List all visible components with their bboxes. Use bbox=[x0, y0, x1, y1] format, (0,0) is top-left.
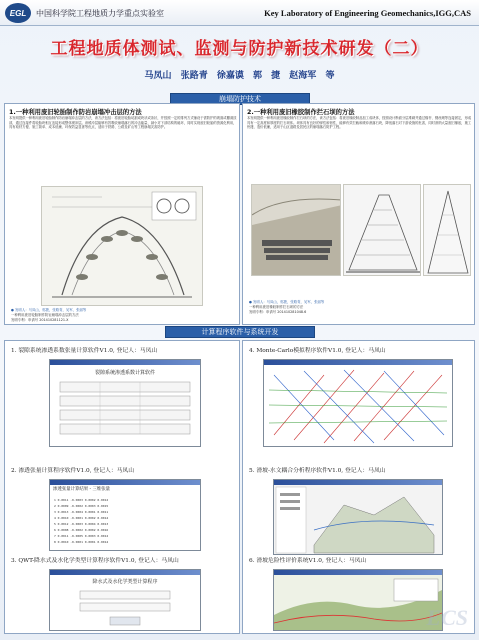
author: 郭 捷 bbox=[253, 71, 281, 81]
watermark-text: ECS bbox=[426, 605, 468, 630]
patent-title: 2.一种利用废旧橡胶制作拦石坝的方法 bbox=[247, 109, 355, 116]
dam-section-drawing bbox=[343, 184, 421, 276]
institution-cn: 中国科学院工程地质力学重点实验室 bbox=[36, 9, 164, 18]
author: 徐嘉谟 bbox=[216, 71, 244, 81]
svg-text:1 0.0011 -0.0003 0.0002 0.: 1 0.0011 -0.0003 0.0002 0.0012 bbox=[54, 498, 109, 502]
software-panel-left bbox=[4, 340, 240, 634]
patent-body: 本发明提供一种利用废旧橡胶制作拦石坝的方法，该方法包括：将废旧橡胶制品加工成块体，按照设计断面分层堆砌并通过锚杆、钢丝绳等连接固定，形成具有一定高度和厚度的拦石坝体。坝体具有良好的弹性和韧性，能够有效拦截和缓冲滚落石块，降低落石对下游设施的危害，同时消纳大量废旧橡胶，施工快捷、造价低廉，适用于山区道路及居民区的崩塌落石防护工程。 bbox=[247, 116, 472, 130]
poster-header bbox=[0, 0, 479, 26]
software-item-title: 3. QWT-降水式及水化学类型计算程序软件V1.0, 登记人：马凤山 bbox=[11, 558, 179, 564]
svg-text:8 0.0010 -0.0001 0.0001 0.: 8 0.0010 -0.0001 0.0001 0.0014 bbox=[54, 540, 109, 544]
software-screenshot bbox=[273, 569, 443, 631]
section-banner-rockfall: 崩塌防护技术 bbox=[170, 93, 310, 105]
software-screenshot: 裂隙系统渗透系数计算软件 bbox=[49, 359, 201, 447]
patent-body: 本发明提供一种利用废旧轮胎制作防岩崩塌冲击层的方法，该方法包括：将废旧轮胎切割成块状或条状，并按照一定的排列方式铺设于需防护的坡面或棚洞顶部，通过连接件将轮胎块相互连接形成整体缓冲层。该缓冲层能够有效吸收崩塌落石的冲击能量，减小对下部结构的破坏，同时实现废旧轮胎的资源化利用，具有取材方便、施工简单、成本低廉、环保效益显著等优点，适用于铁路、公路及矿山等工程崩塌灾害防护。 bbox=[9, 116, 237, 130]
svg-text:2 0.0009 -0.0002 0.0003 0.: 2 0.0009 -0.0002 0.0003 0.0015 bbox=[54, 504, 109, 508]
author: 马凤山 bbox=[144, 71, 172, 81]
software-item-title: 2. 渗透张量计算程序软件V1.0, 登记人：马凤山 bbox=[11, 468, 135, 474]
section-banner-software: 计算程序软件与系统开发 bbox=[165, 326, 315, 338]
tire-layer-diagram bbox=[41, 186, 203, 306]
author: 赵海军 bbox=[289, 71, 317, 81]
software-screenshot bbox=[263, 359, 453, 447]
author: 张路青 bbox=[180, 71, 208, 81]
institution-en: Key Laboratory of Engineering Geomechanics,IGG,CAS bbox=[264, 8, 471, 18]
patent-info: ● 发明人：马凤山，郭捷，张路青，吴军，张丽等 一种利用废旧轮胎制作防岩崩塌冲击层的方法 发明专利：申请号 201410281121.X bbox=[11, 308, 87, 322]
patent-panel-right bbox=[242, 103, 475, 325]
dam-detail-drawing bbox=[423, 184, 471, 276]
svg-text:4 0.0010 -0.0001 0.0002 0.: 4 0.0010 -0.0001 0.0002 0.0014 bbox=[54, 516, 109, 520]
svg-text:6 0.0008 -0.0002 0.0002 0.: 6 0.0008 -0.0002 0.0002 0.0016 bbox=[54, 528, 109, 532]
dam-photo bbox=[251, 184, 341, 276]
svg-text:5 0.0012 -0.0003 0.0004 0.: 5 0.0012 -0.0003 0.0004 0.0013 bbox=[54, 522, 109, 526]
software-panel-right bbox=[242, 340, 475, 634]
poster-title: 工程地质体测试、监测与防护新技术研发（二） bbox=[50, 39, 429, 59]
patent-info: ● 发明人：马凤山，郭捷，张路青，吴军，张丽等 一种利用废旧橡胶制作拦石坝的方法 发明专利：申请号 201410281048.6 bbox=[249, 300, 325, 314]
svg-text:7 0.0011 -0.0005 0.0003 0.: 7 0.0011 -0.0005 0.0003 0.0012 bbox=[54, 534, 109, 538]
software-item-title: 1. 裂隙系统渗透系数张量计算软件V1.0, 登记人：马凤山 bbox=[11, 348, 158, 354]
author-list bbox=[0, 68, 479, 81]
software-screenshot: 降水式及水化学类型计算程序 bbox=[49, 569, 201, 631]
software-item-title: 4. Monte-Carlo模拟程序软件V1.0, 登记人：马凤山 bbox=[249, 348, 386, 354]
egl-logo: EGL bbox=[5, 3, 31, 23]
patent-panel-left bbox=[4, 103, 240, 325]
svg-text:3 0.0013 -0.0004 0.0001 0.: 3 0.0013 -0.0004 0.0001 0.0011 bbox=[54, 510, 109, 514]
software-screenshot: 渗透张量计算结果 - 三维张量 1 0.0011 -0.0003 0.0002 0.0012 2 0.0009 -0.0002 0.0003 0.0015 3 0.0013 -0.0004 0.0001 0.0011 4 0.0010 -0.0001 0.0002 0.0014 5 0.0012 -0.0003 0.0004 0.0013 6 0.0008 -0.0002 0.0002 0.0016 7 0.0011 -0.0005 0.0003 0.0012 8 0.0010 -0.0001 0.0001 0.0014 bbox=[49, 479, 201, 551]
patent-title: 1.一种利用废旧轮胎制作防岩崩塌冲击层的方法 bbox=[9, 109, 142, 116]
software-screenshot bbox=[273, 479, 443, 555]
software-item-title: 6. 滑坡危险性评价系统V1.0, 登记人：马凤山 bbox=[249, 558, 367, 564]
software-item-title: 5. 滑坡-水文耦合分析程序软件V1.0, 登记人：马凤山 bbox=[249, 468, 386, 474]
author: 等 bbox=[325, 71, 335, 81]
